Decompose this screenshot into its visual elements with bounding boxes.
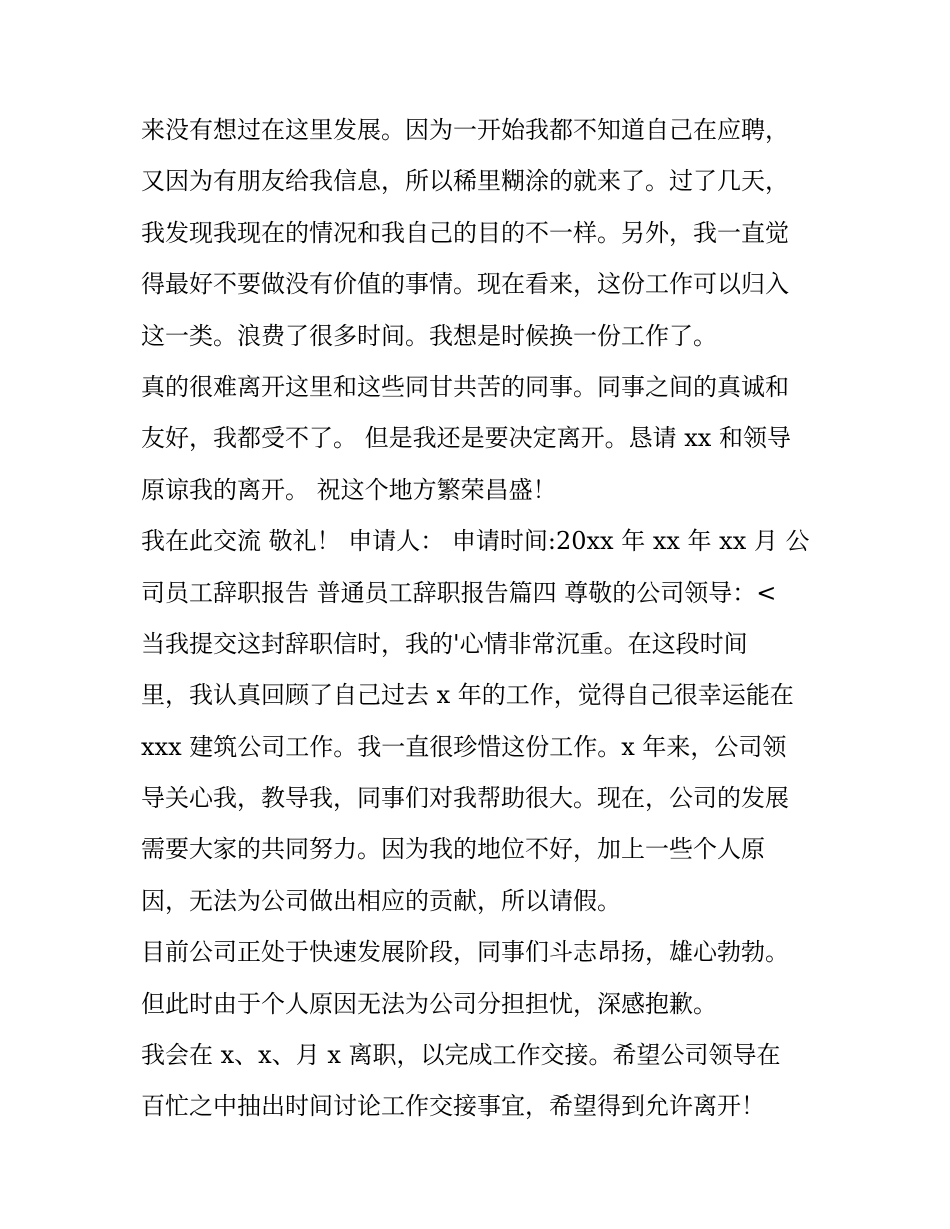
text-line: 来没有想过在这里发展。因为一开始我都不知道自己在应聘， bbox=[141, 116, 789, 144]
text-line: 司员工辞职报告 普通员工辞职报告篇四 尊敬的公司领导：< bbox=[141, 578, 777, 607]
text-line: 里，我认真回顾了自己过去 x 年的工作，觉得自己很幸运能在 bbox=[141, 681, 794, 710]
document-body bbox=[141, 105, 821, 1133]
text-line: 得最好不要做没有价值的事情。现在看来，这份工作可以归入 bbox=[141, 270, 789, 299]
text-line: 导关心我，教导我，同事们对我帮助很大。现在，公司的发展 bbox=[141, 784, 789, 813]
text-line: 我在此交流 敬礼！ 申请人： 申请时间:20xx 年 xx 年 xx 月 公 bbox=[141, 527, 810, 556]
text-line: 这一类。浪费了很多时间。我想是时候换一份工作了。 bbox=[141, 321, 717, 350]
text-line: 需要大家的共同努力。因为我的地位不好，加上一些个人原 bbox=[141, 835, 765, 864]
text-line: 又因为有朋友给我信息，所以稀里糊涂的就来了。过了几天， bbox=[141, 167, 789, 196]
text-line: 真的很难离开这里和这些同甘共苦的同事。同事之间的真诚和 bbox=[141, 372, 789, 401]
text-line: 我发现我现在的情况和我自己的目的不一样。另外，我一直觉 bbox=[141, 218, 789, 247]
text-line: 当我提交这封辞职信时，我的'心情非常沉重。在这段时间 bbox=[141, 629, 748, 658]
text-line: 目前公司正处于快速发展阶段，同事们斗志昂扬，雄心勃勃。 bbox=[141, 938, 789, 967]
text-line: 百忙之中抽出时间讨论工作交接事宜，希望得到允许离开！ bbox=[141, 1092, 765, 1121]
text-line: 但此时由于个人原因无法为公司分担担忧，深感抱歉。 bbox=[141, 989, 717, 1018]
text-line: 我会在 x、x、月 x 离职，以完成工作交接。希望公司领导在 bbox=[141, 1041, 781, 1070]
text-line: 友好，我都受不了。 但是我还是要决定离开。恳请 xx 和领导 bbox=[141, 424, 791, 453]
text-line: 原谅我的离开。 祝这个地方繁荣昌盛！ bbox=[141, 475, 557, 504]
text-line: 因，无法为公司做出相应的贡献，所以请假。 bbox=[141, 886, 621, 915]
text-line: xxx 建筑公司工作。我一直很珍惜这份工作。x 年来，公司领 bbox=[141, 732, 787, 761]
